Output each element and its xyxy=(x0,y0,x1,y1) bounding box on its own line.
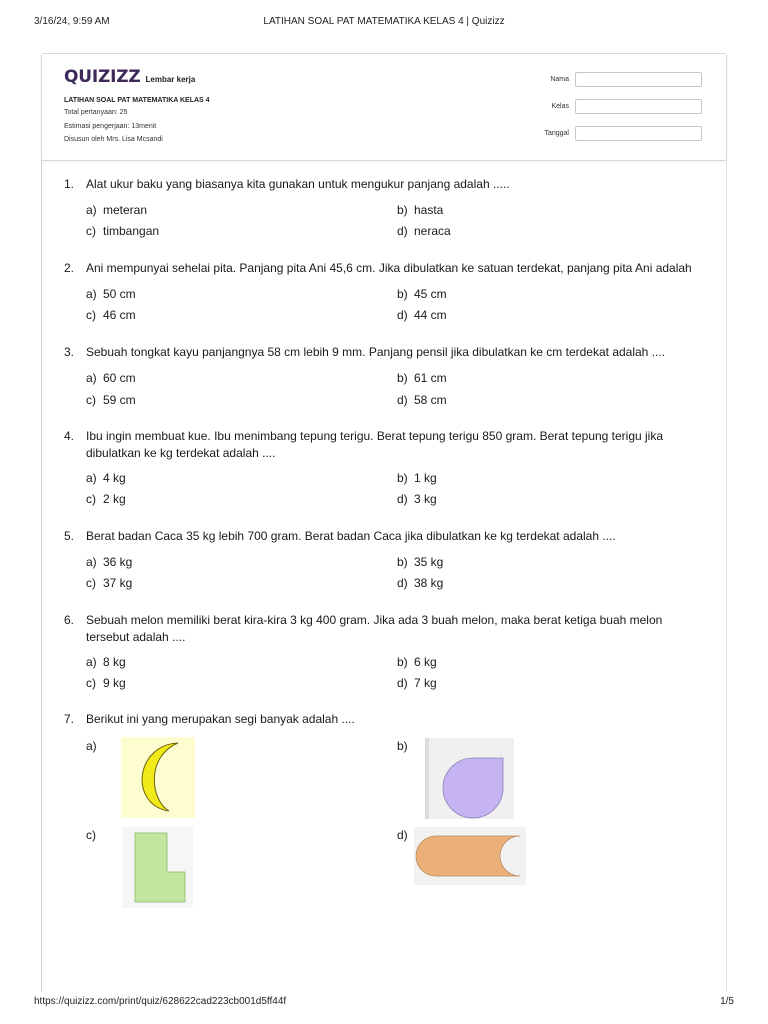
date-field[interactable] xyxy=(575,126,702,141)
option-key: c) xyxy=(86,828,96,842)
question-text: Berikut ini yang merupakan segi banyak adalah .... xyxy=(86,712,355,726)
page-left-rule xyxy=(41,160,42,992)
print-datetime: 3/16/24, 9:59 AM xyxy=(34,16,110,27)
option-key: c) xyxy=(86,492,96,506)
option-key: d) xyxy=(397,676,408,690)
option-label: 4 kg xyxy=(103,471,126,485)
option-2d[interactable] xyxy=(397,308,447,323)
question-number: 6. xyxy=(64,613,75,627)
option-1c[interactable] xyxy=(86,224,159,239)
option-1b[interactable] xyxy=(397,203,443,218)
print-title: LATIHAN SOAL PAT MATEMATIKA KELAS 4 | Quizizz xyxy=(263,16,505,27)
print-footer xyxy=(34,996,734,1010)
option-3a[interactable] xyxy=(86,371,136,386)
question-number: 3. xyxy=(64,345,75,359)
option-7c[interactable] xyxy=(86,828,103,843)
question-text xyxy=(86,428,704,462)
option-key: b) xyxy=(397,287,408,301)
crescent-moon-icon xyxy=(121,737,195,818)
page-number: 1/5 xyxy=(720,996,734,1007)
option-key: b) xyxy=(397,471,408,485)
option-key: d) xyxy=(397,576,408,590)
question-text-line: Ibu ingin membuat kue. Ibu menimbang tepung terigu. Berat tepung terigu 850 gram. Berat tepung terigu jika xyxy=(86,429,664,443)
teardrop-shape xyxy=(443,758,503,818)
option-key: a) xyxy=(86,655,97,669)
question-4 xyxy=(64,428,704,462)
question-1 xyxy=(64,176,704,193)
class-label: Kelas xyxy=(551,103,569,110)
option-label: 37 kg xyxy=(103,576,133,590)
option-7b[interactable] xyxy=(397,739,414,754)
teardrop-image[interactable] xyxy=(425,738,514,824)
question-text-line: tersebut adalah .... xyxy=(86,630,186,644)
notched-capsule-icon xyxy=(414,827,526,885)
option-key: b) xyxy=(397,655,408,669)
question-6 xyxy=(64,612,704,646)
option-key: c) xyxy=(86,576,96,590)
option-key: a) xyxy=(86,203,97,217)
option-key: c) xyxy=(86,308,96,322)
crescent-moon-image[interactable] xyxy=(121,737,195,823)
option-label: 46 cm xyxy=(103,308,136,322)
question-text-line: Sebuah melon memiliki berat kira-kira 3 kg 400 gram. Jika ada 3 buah melon, maka berat ketiga buah melon xyxy=(86,613,663,627)
quiz-title: LATIHAN SOAL PAT MATEMATIKA KELAS 4 xyxy=(64,97,210,104)
name-field-row xyxy=(529,72,702,87)
option-key: b) xyxy=(397,555,408,569)
print-header xyxy=(34,16,734,30)
option-key: a) xyxy=(86,739,97,753)
option-6a[interactable] xyxy=(86,655,126,670)
print-url[interactable]: https://quizizz.com/print/quiz/628622cad223cb001d5ff44f xyxy=(34,996,287,1007)
option-4c[interactable] xyxy=(86,492,126,507)
notched-capsule-image[interactable] xyxy=(414,827,526,890)
option-label: 6 kg xyxy=(414,655,437,669)
option-1a[interactable] xyxy=(86,203,147,218)
shape-background-left xyxy=(425,738,429,819)
option-label: 8 kg xyxy=(103,655,126,669)
worksheet-label: Lembar kerja xyxy=(145,75,196,84)
question-text: Alat ukur baku yang biasanya kita gunakan untuk mengukur panjang adalah ..... xyxy=(86,177,510,191)
option-3c[interactable] xyxy=(86,393,136,408)
option-label: 38 kg xyxy=(414,576,444,590)
option-label: 35 kg xyxy=(414,555,444,569)
option-key: d) xyxy=(397,308,408,322)
question-number: 2. xyxy=(64,261,75,275)
question-5 xyxy=(64,528,704,545)
option-4b[interactable] xyxy=(397,471,437,486)
question-3 xyxy=(64,344,704,361)
option-label: 61 cm xyxy=(414,371,447,385)
option-key: c) xyxy=(86,224,96,238)
option-2b[interactable] xyxy=(397,287,447,302)
option-3b[interactable] xyxy=(397,371,447,386)
name-field[interactable] xyxy=(575,72,702,87)
option-label: hasta xyxy=(414,203,444,217)
l-shape-icon xyxy=(122,827,193,908)
option-5b[interactable] xyxy=(397,555,443,570)
option-2a[interactable] xyxy=(86,287,136,302)
question-text-line: dibulatkan ke kg terdekat adalah .... xyxy=(86,446,276,460)
quizizz-logo: QUIZIZZ xyxy=(64,67,141,87)
option-key: b) xyxy=(397,203,408,217)
option-label: timbangan xyxy=(103,224,160,238)
question-2 xyxy=(64,260,704,277)
option-key: d) xyxy=(397,224,408,238)
option-5d[interactable] xyxy=(397,576,443,591)
question-number: 4. xyxy=(64,429,75,443)
option-label: 50 cm xyxy=(103,287,136,301)
option-key: d) xyxy=(397,492,408,506)
question-number: 1. xyxy=(64,177,75,191)
option-7a[interactable] xyxy=(86,739,103,754)
option-label: 60 cm xyxy=(103,371,136,385)
option-key: d) xyxy=(397,393,408,407)
option-key: a) xyxy=(86,287,97,301)
class-field[interactable] xyxy=(575,99,702,114)
option-label: 44 cm xyxy=(414,308,447,322)
option-key: d) xyxy=(397,828,408,842)
option-2c[interactable] xyxy=(86,308,136,323)
option-key: a) xyxy=(86,471,97,485)
teardrop-icon xyxy=(425,738,514,819)
option-label: 3 kg xyxy=(414,492,437,506)
option-label: neraca xyxy=(414,224,451,238)
option-label: meteran xyxy=(103,203,148,217)
date-label: Tanggal xyxy=(544,130,569,137)
worksheet-header-card xyxy=(41,53,727,161)
option-label: 45 cm xyxy=(414,287,447,301)
option-key: a) xyxy=(86,371,97,385)
option-6b[interactable] xyxy=(397,655,437,670)
option-5c[interactable] xyxy=(86,576,132,591)
question-text xyxy=(86,612,704,646)
question-text: Berat badan Caca 35 kg lebih 700 gram. Berat badan Caca jika dibulatkan ke kg terdekat adalah .... xyxy=(86,529,616,543)
option-3d[interactable] xyxy=(397,393,447,408)
option-4a[interactable] xyxy=(86,471,126,486)
option-label: 7 kg xyxy=(414,676,437,690)
option-1d[interactable] xyxy=(397,224,451,239)
class-field-row xyxy=(529,99,702,114)
option-5a[interactable] xyxy=(86,555,132,570)
total-questions: Total pertanyaan: 25 xyxy=(64,109,128,116)
option-label: 58 cm xyxy=(414,393,447,407)
option-label: 9 kg xyxy=(103,676,126,690)
option-label: 1 kg xyxy=(414,471,437,485)
author: Disusun oleh Mrs. Lisa Mcsandi xyxy=(64,136,163,143)
option-label: 36 kg xyxy=(103,555,133,569)
option-4d[interactable] xyxy=(397,492,437,507)
l-shape-image[interactable] xyxy=(122,827,193,913)
option-6c[interactable] xyxy=(86,676,126,691)
option-key: a) xyxy=(86,555,97,569)
option-key: c) xyxy=(86,393,96,407)
option-label: 59 cm xyxy=(103,393,136,407)
question-text: Ani mempunyai sehelai pita. Panjang pita Ani 45,6 cm. Jika dibulatkan ke satuan terdekat, panjang pita Ani adalah xyxy=(86,261,692,275)
option-6d[interactable] xyxy=(397,676,437,691)
option-7d[interactable] xyxy=(397,828,414,843)
question-7 xyxy=(64,711,704,728)
option-key: b) xyxy=(397,739,408,753)
question-text: Sebuah tongkat kayu panjangnya 58 cm lebih 9 mm. Panjang pensil jika dibulatkan ke cm terdekat adalah .... xyxy=(86,345,666,359)
question-number: 5. xyxy=(64,529,75,543)
date-field-row xyxy=(529,126,702,141)
question-number: 7. xyxy=(64,712,75,726)
estimated-time: Estimasi pengerjaan: 13menit xyxy=(64,123,157,130)
brand xyxy=(64,67,195,87)
option-key: b) xyxy=(397,371,408,385)
option-key: c) xyxy=(86,676,96,690)
name-label: Nama xyxy=(550,76,569,83)
option-label: 2 kg xyxy=(103,492,126,506)
page-right-rule xyxy=(726,160,727,992)
